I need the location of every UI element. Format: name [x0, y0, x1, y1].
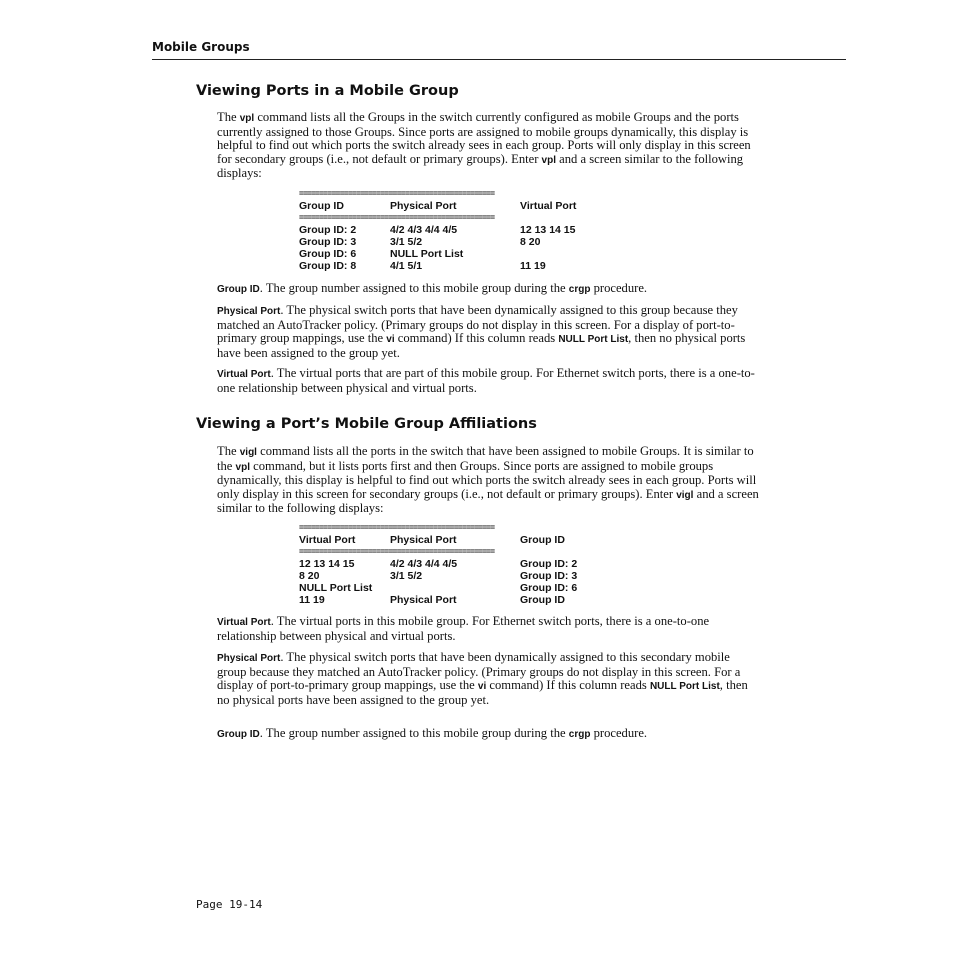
- definition-group-id: [217, 727, 762, 742]
- definition-term: Physical Port: [217, 306, 281, 317]
- definition-group-id: [217, 282, 762, 297]
- text: . The virtual ports that are part of this mobile group. For Ethernet switch ports, there is a one-to-one relationship between physical and virtual ports.: [217, 366, 755, 395]
- text: and a screen similar to the following displays:: [217, 151, 744, 180]
- text: and a screen similar to the following displays:: [217, 486, 759, 515]
- definition-term: Virtual Port: [217, 617, 271, 628]
- vigl-screen-output: [299, 522, 603, 606]
- definition-term: Physical Port: [217, 653, 281, 664]
- vpl-intro-paragraph: [217, 111, 762, 181]
- screen-cell: Group ID: 2: [299, 224, 357, 236]
- screen-cell: 3/1 5/2: [390, 570, 423, 582]
- text: The: [217, 444, 240, 458]
- screen-cell: NULL Port List: [390, 248, 464, 260]
- screen-cell: 4/2 4/3 4/4 4/5: [390, 558, 458, 570]
- screen-separator: ================================================: [299, 213, 495, 222]
- screen-row: [299, 224, 603, 236]
- section-heading-vpl: Viewing Ports in a Mobile Group: [196, 83, 459, 99]
- screen-row: [299, 260, 603, 272]
- text: command) If this column reads: [486, 678, 650, 692]
- text: command lists all the Groups in the switch currently configured as mobile Groups and the ports currently assigned to those Groups. Since ports are assigned to mobile groups dynamically, this display is helpful to find out which ports the switch already sees in each group. Ports will only display in this screen for secondary groups (i.e., not default or primary groups). Enter: [217, 110, 751, 166]
- screen-header-cell: Group ID: [299, 200, 344, 212]
- command-keyword: vi: [477, 681, 487, 692]
- text: . The group number assigned to this mobile group during the: [259, 726, 569, 740]
- screen-cell: 4/2 4/3 4/4 4/5: [390, 224, 458, 236]
- text: The: [217, 110, 240, 124]
- running-head: Mobile Groups: [152, 40, 250, 54]
- screen-separator: ================================================: [299, 523, 495, 532]
- definition-physical-port: [217, 651, 762, 707]
- page-number: Page 19-14: [196, 898, 263, 911]
- screen-header-cell: Virtual Port: [520, 200, 577, 212]
- screen-separator: ================================================: [299, 189, 495, 198]
- screen-row: [299, 582, 603, 594]
- command-keyword: crgp: [568, 729, 591, 740]
- command-keyword: NULL Port List: [649, 681, 720, 692]
- text: , then no physical ports have been assigned to the group yet.: [217, 331, 746, 360]
- screen-cell: Group ID: 6: [520, 582, 578, 594]
- screen-header-cell: Virtual Port: [299, 534, 356, 546]
- screen-cell: Physical Port: [390, 594, 457, 606]
- command-keyword: vpl: [235, 461, 250, 473]
- screen-header-cell: Group ID: [520, 534, 565, 546]
- text: . The group number assigned to this mobile group during the: [259, 281, 569, 295]
- vigl-intro-paragraph: [217, 445, 762, 516]
- screen-row: [299, 558, 603, 570]
- screen-cell: 12 13 14 15: [299, 558, 355, 570]
- screen-cell: Group ID: 2: [520, 558, 578, 570]
- screen-header-cell: Physical Port: [390, 534, 457, 546]
- screen-row: [299, 248, 603, 260]
- text: . The physical switch ports that have been dynamically assigned to this secondary mobile group because they matched an AutoTracker policy. (Primary groups do not display in this screen. For a display of port-to-primary group mappings, use the: [217, 650, 741, 692]
- command-keyword: vigl: [676, 489, 694, 501]
- command-keyword: crgp: [568, 284, 591, 295]
- command-keyword: vpl: [239, 113, 255, 124]
- screen-cell: 12 13 14 15: [520, 224, 576, 236]
- command-keyword: NULL Port List: [558, 334, 629, 345]
- text: command) If this column reads: [394, 331, 559, 345]
- command-keyword: vi: [386, 334, 395, 345]
- screen-header-cell: Physical Port: [390, 200, 457, 212]
- screen-header-row: [299, 200, 603, 212]
- screen-cell: Group ID: 3: [299, 236, 357, 248]
- screen-cell: 11 19: [520, 260, 546, 272]
- text: procedure.: [590, 281, 648, 295]
- screen-cell: Group ID: 3: [520, 570, 578, 582]
- screen-cell: NULL Port List: [299, 582, 373, 594]
- screen-cell: Group ID: 6: [299, 248, 357, 260]
- command-keyword: vpl: [541, 154, 556, 166]
- screen-cell: 11 19: [299, 594, 325, 606]
- text: command, but it lists ports first and then Groups. Since ports are assigned to mobile groups dynamically, this display is helpful to find out which ports the switch already sees in each group. Ports will only display in this screen for secondary groups (i.e., not default or primary groups). Enter: [217, 458, 757, 501]
- definition-term: Virtual Port: [217, 369, 271, 380]
- screen-cell: 8 20: [299, 570, 320, 582]
- text: . The virtual ports in this mobile group. For Ethernet switch ports, there is a one-to-one relationship between physical and virtual ports.: [217, 614, 710, 643]
- definition-term: Group ID: [217, 729, 260, 740]
- screen-cell: 8 20: [520, 236, 541, 248]
- definition-virtual-port: [217, 367, 762, 395]
- screen-cell: 4/1 5/1: [390, 260, 423, 272]
- screen-cell: 3/1 5/2: [390, 236, 423, 248]
- screen-row: [299, 236, 603, 248]
- screen-row: [299, 594, 603, 606]
- text: . The physical switch ports that have been dynamically assigned to this group because they matched an AutoTracker policy. (Primary groups do not display in this screen. For a display of port-to-primary group mappings, use the: [217, 303, 738, 345]
- definition-physical-port: [217, 304, 762, 360]
- header-rule: [152, 59, 846, 60]
- screen-row: [299, 570, 603, 582]
- text: command lists all the ports in the switch that have been assigned to mobile Groups. It is similar to the: [217, 444, 754, 473]
- screen-separator: ================================================: [299, 547, 495, 556]
- definition-virtual-port: [217, 615, 762, 643]
- screen-header-row: [299, 534, 603, 546]
- screen-cell: Group ID: [520, 594, 565, 606]
- text: procedure.: [590, 726, 648, 740]
- command-keyword: vigl: [239, 447, 257, 458]
- screen-cell: Group ID: 8: [299, 260, 357, 272]
- section-heading-vigl: Viewing a Port’s Mobile Group Affiliations: [196, 416, 537, 432]
- text: , then no physical ports have been assigned to the group yet.: [217, 678, 748, 707]
- definition-term: Group ID: [217, 284, 260, 295]
- vpl-screen-output: [299, 188, 603, 272]
